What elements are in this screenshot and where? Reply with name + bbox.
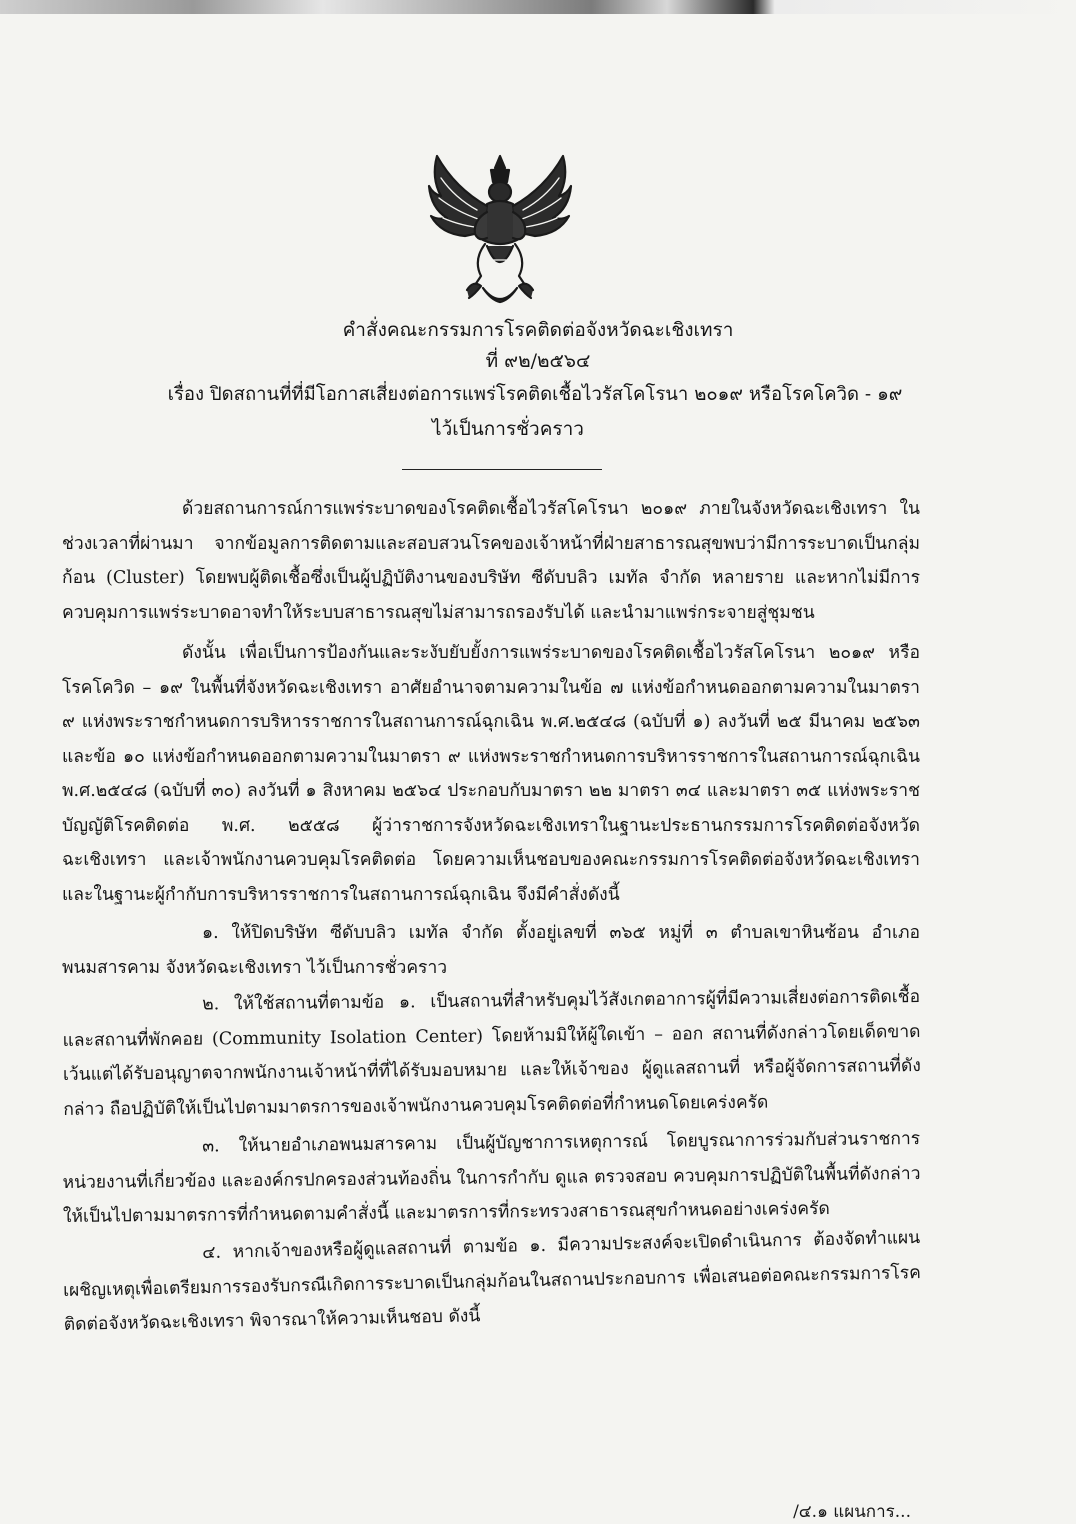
order-title: คำสั่งคณะกรรมการโรคติดต่อจังหวัดฉะเชิงเทรา xyxy=(342,319,734,341)
order-subject-continuation: ไว้เป็นการชั่วคราว xyxy=(432,418,584,440)
paragraph-authority: ดังนั้น เพื่อเป็นการป้องกันและระงับยับยั้งการแพร่ระบาดของโรคติดเชื้อไวรัสโคโรนา ๒๐๑๙ หรือโรคโควิด – ๑๙ ในพื้นที่จังหวัดฉะเชิงเทรา อาศัยอำนาจตามความในข้อ ๗ แห่งข้อกำหนดออกตามความในมาตรา ๙ แห่งพระราชกำหนดการบริหารราชการในสถานการณ์ฉุกเฉิน พ.ศ.๒๕๔๘ (ฉบับที่ ๑) ลงวันที่ ๒๕ มีนาคม ๒๕๖๓ และข้อ ๑๐ แห่งข้อกำหนดออกตามความในมาตรา ๙ แห่งพระราชกำหนดการบริหารราชการในสถานการณ์ฉุกเฉิน พ.ศ.๒๕๔๘ (ฉบับที่ ๓๐) ลงวันที่ ๑ สิงหาคม ๒๕๖๔ ประกอบกับมาตรา ๒๒ มาตรา ๓๔ และมาตรา ๓๕ แห่งพระราชบัญญัติโรคติดต่อ พ.ศ. ๒๕๕๘ ผู้ว่าราชการจังหวัดฉะเชิงเทราในฐานะประธานกรรมการโรคติดต่อจังหวัดฉะเชิงเทรา และเจ้าพนักงานควบคุมโรคติดต่อ โดยความเห็นชอบของคณะกรรมการโรคติดต่อจังหวัดฉะเชิงเทรา และในฐานะผู้กำกับการบริหารราชการในสถานการณ์ฉุกเฉิน จึงมีคำสั่งดังนี้ xyxy=(62,643,920,905)
order-subject: เรื่อง ปิดสถานที่ที่มีโอกาสเสี่ยงต่อการแพร่โรคติดเชื้อไวรัสโคโรนา ๒๐๑๙ หรือโรคโควิด - ๑๙ xyxy=(167,384,903,405)
order-body xyxy=(62,492,920,1342)
paragraph-background: ด้วยสถานการณ์การแพร่ระบาดของโรคติดเชื้อไวรัสโคโรนา ๒๐๑๙ ภายในจังหวัดฉะเชิงเทรา ในช่วงเวลาที่ผ่านมา จากข้อมูลการติดตามและสอบสวนโรคของเจ้าหน้าที่ฝ่ายสาธารณสุขพบว่ามีการระบาดเป็นกลุ่มก้อน (Cluster) โดยพบผู้ติดเชื้อซึ่งเป็นผู้ปฏิบัติงานของบริษัท ซีดับบลิว เมทัล จำกัด หลายราย และหากไม่มีการควบคุมการแพร่ระบาดอาจทำให้ระบบสาธารณสุขไม่สามารถรองรับได้ และนำมาแพร่กระจายสู่ชุมชน xyxy=(62,499,920,623)
title-divider xyxy=(402,469,602,470)
order-item-4: ๔. หากเจ้าของหรือผู้ดูแลสถานที่ ตามข้อ ๑. มีความประสงค์จะเปิดดำเนินการ ต้องจัดทำแผนเผชิญเหตุเพื่อเตรียมการรองรับกรณีเกิดการระบาดเป็นกลุ่มก้อนในสถานประกอบการ เพื่อเสนอต่อคณะกรรมการโรคติดต่อจังหวัดฉะเชิงเทรา พิจารณาให้ความเห็นชอบ ดังนี้ xyxy=(62,1227,922,1335)
garuda-emblem-icon xyxy=(425,148,575,313)
order-item-3: ๓. ให้นายอำเภอพนมสารคาม เป็นผู้บัญชาการเหตุการณ์ โดยบูรณาการร่วมกับส่วนราชการ หน่วยงานที่เกี่ยวข้อง และองค์กรปกครองส่วนท้องถิ่น ในการกำกับ ดูแล ตรวจสอบ ควบคุมการปฏิบัติในพื้นที่ดังกล่าวให้เป็นไปตามมาตรการที่กำหนดตามคำสั่งนี้ และมาตรการที่กระทรวงสาธารณสุขกำหนดอย่างเคร่งครัด xyxy=(62,1129,921,1227)
order-number: ที่ ๙๒/๒๕๖๔ xyxy=(485,350,591,372)
page-continuation-note: /๔.๑ แผนการ... xyxy=(793,1502,911,1522)
order-item-2: ๒. ให้ใช้สถานที่ตามข้อ ๑. เป็นสถานที่สำหรับคุมไว้สังเกตอาการผู้ที่มีความเสี่ยงต่อการติดเชื้อและสถานที่พักคอย (Community Isolation Center) โดยห้ามมิให้ผู้ใดเข้า – ออก สถานที่ดังกล่าวโดยเด็ดขาด เว้นแต่ได้รับอนุญาตจากพนักงานเจ้าหน้าที่ที่ได้รับมอบหมาย และให้เจ้าของ ผู้ดูแลสถานที่ หรือผู้จัดการสถานที่ดังกล่าว ถือปฏิบัติให้เป็นไปตามมาตรการของเจ้าพนักงานควบคุมโรคติดต่อที่กำหนดโดยเคร่งครัด xyxy=(62,987,921,1120)
order-item-1: ๑. ให้ปิดบริษัท ซีดับบลิว เมทัล จำกัด ตั้งอยู่เลขที่ ๓๖๕ หมู่ที่ ๓ ตำบลเขาหินซ้อน อำเภอพนมสารคาม จังหวัดฉะเชิงเทรา ไว้เป็นการชั่วคราว xyxy=(62,923,920,978)
